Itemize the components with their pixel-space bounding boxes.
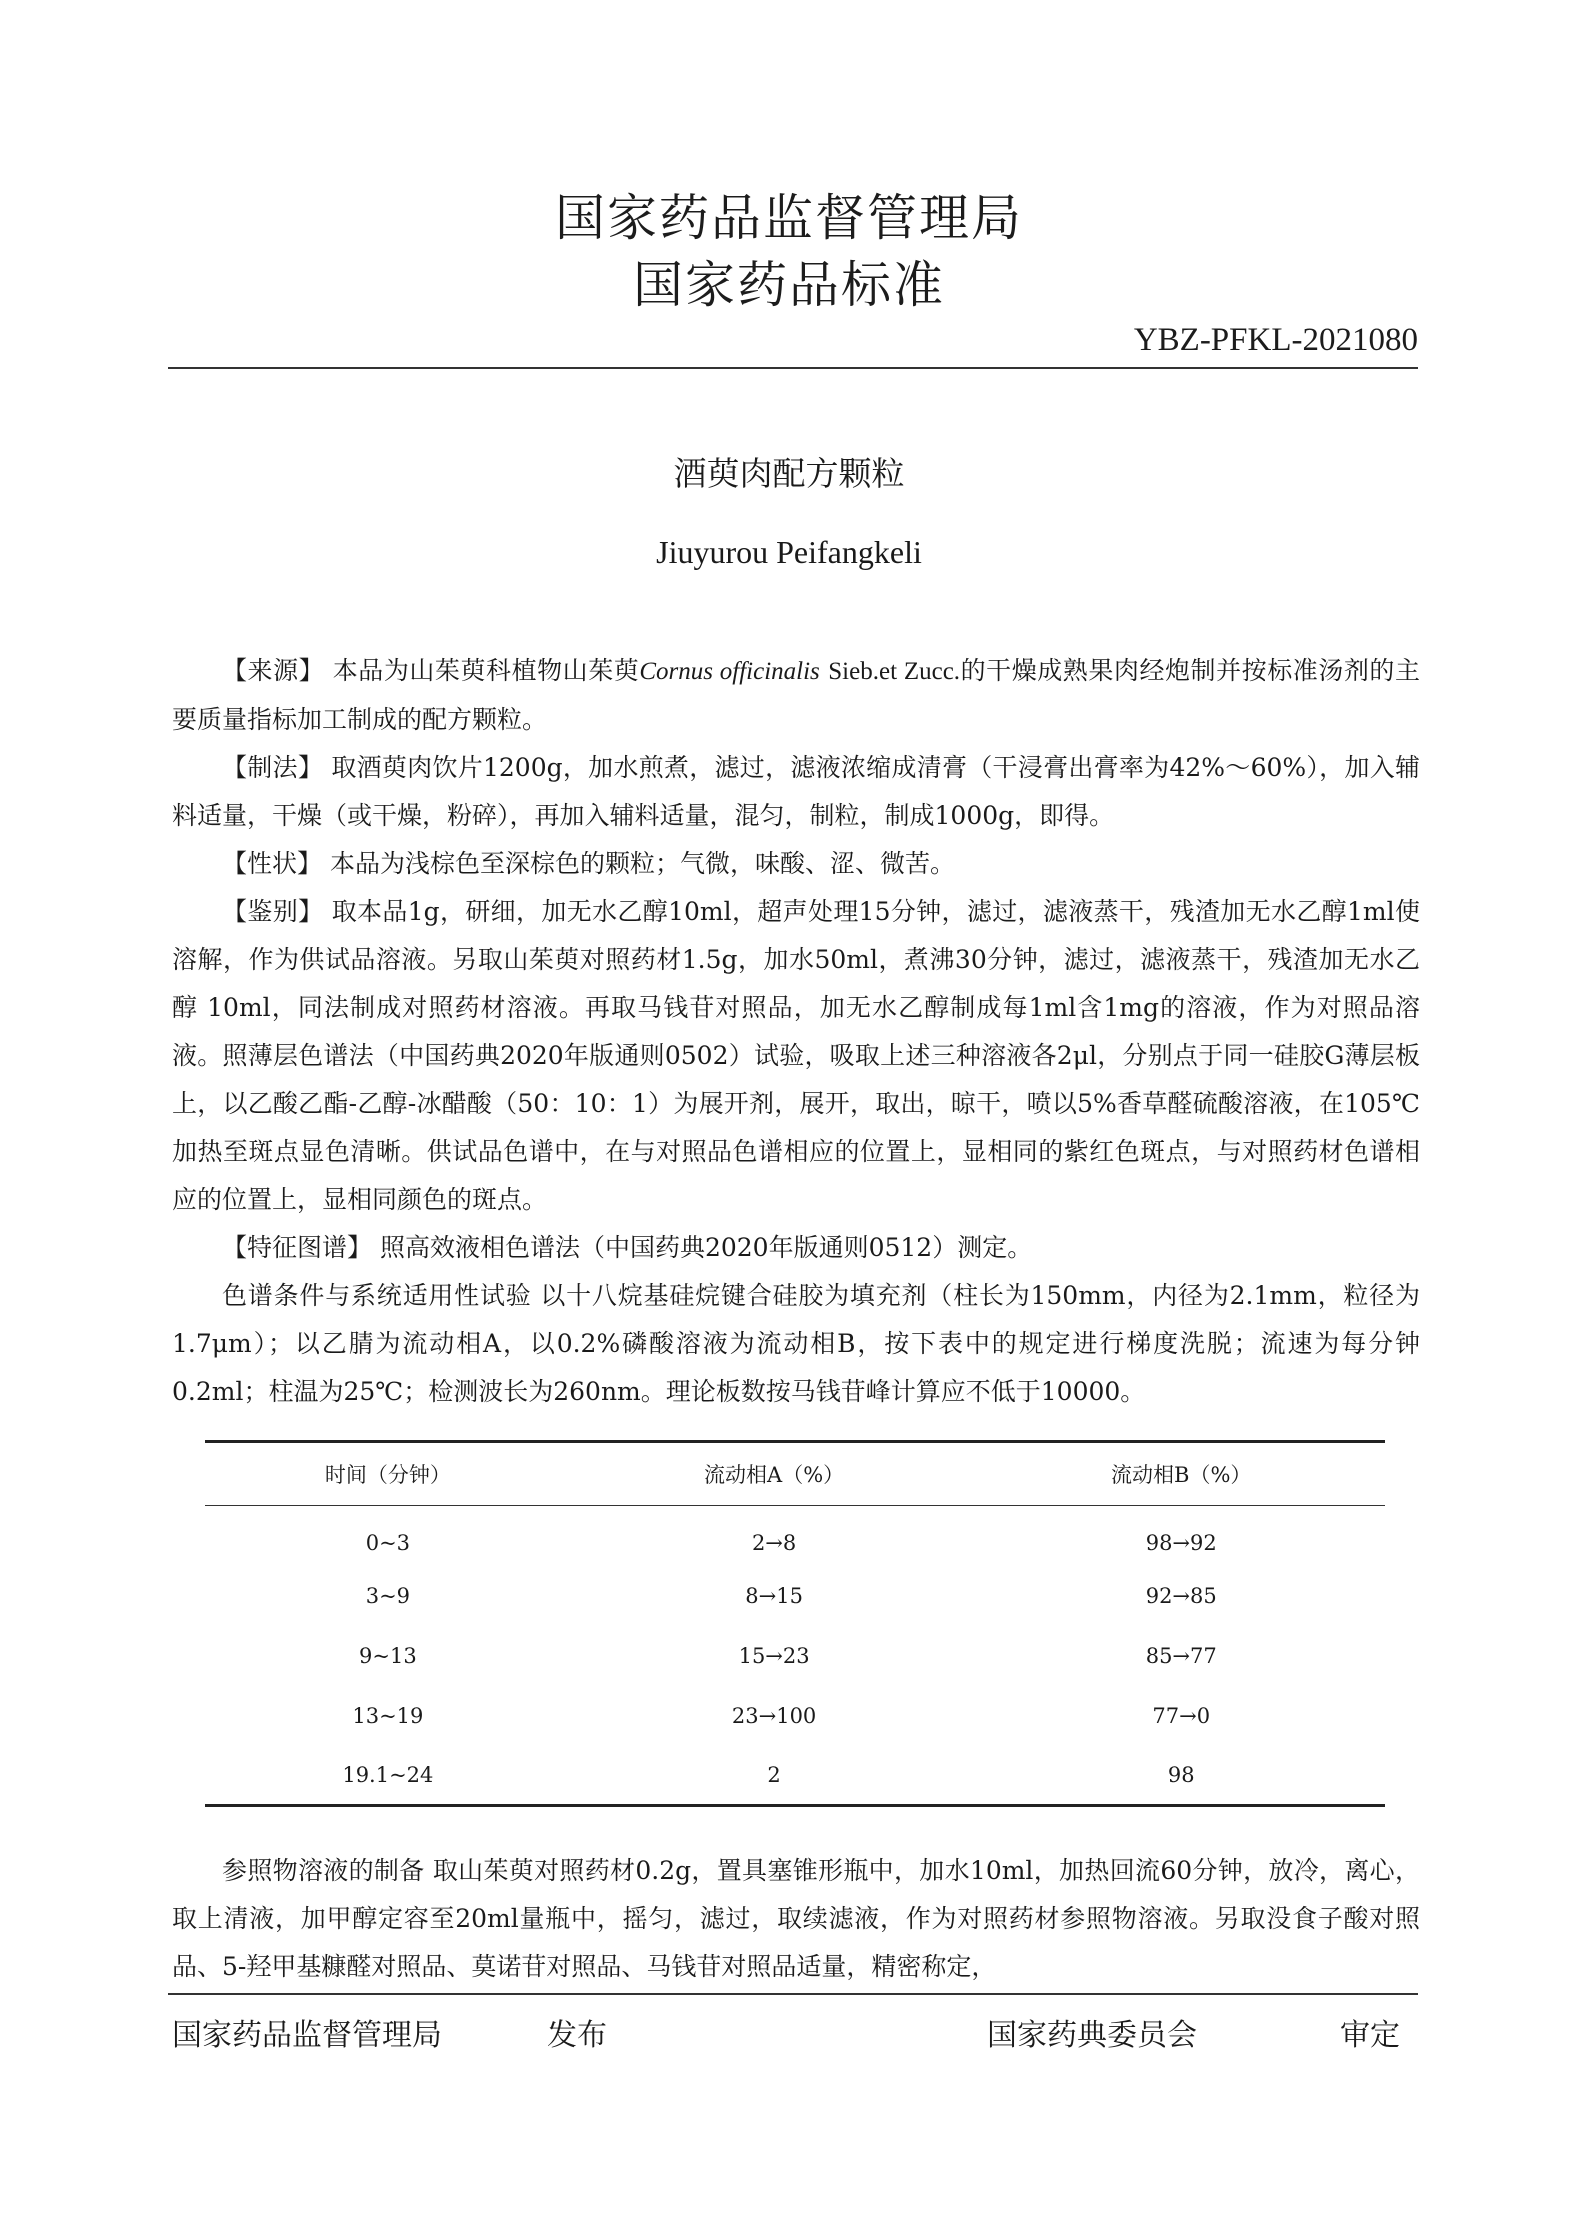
- section-fingerprint: [172, 1224, 1420, 1272]
- table-row: [205, 1746, 1385, 1806]
- table-cell-time: 13~19: [352, 1703, 424, 1728]
- table-cell-time: 0~3: [365, 1530, 411, 1555]
- section-chromatography-text: 以十八烷基硅烷键合硅胶为填充剂（柱长为150mm，内径为2.1mm，粒径为1.7μm）；以乙腈为流动相A，以0.2%磷酸溶液为流动相B，按下表中的规定进行梯度洗脱；流速为每分钟0.2ml；柱温为25℃；检测波长为260nm。理论板数按马钱苷峰计算应不低于10000。: [172, 1281, 1420, 1406]
- org-title-line1: 国家药品监督管理局: [555, 189, 1023, 247]
- section-identification: [172, 888, 1420, 1224]
- table-header-phase-a: 流动相A（%）: [571, 1442, 978, 1506]
- footer-review-label: 审定: [1340, 2018, 1400, 2053]
- section-character: [172, 840, 1420, 888]
- footer-issue-label: 发布: [547, 2018, 607, 2053]
- section-identification-heading: 【鉴别】: [222, 897, 324, 926]
- table-cell-phase-a: 2: [767, 1762, 781, 1787]
- table-cell-phase-b: 98: [1167, 1762, 1195, 1787]
- footer-issuer: 国家药品监督管理局: [172, 2018, 442, 2053]
- section-character-text: 本品为浅棕色至深棕色的颗粒；气微，味酸、涩、微苦。: [329, 849, 955, 878]
- table-cell-phase-b: 98→92: [1145, 1530, 1217, 1555]
- product-name-cn: 酒萸肉配方颗粒: [673, 454, 905, 493]
- gradient-table: [205, 1440, 1385, 1807]
- standard-code: YBZ-PFKL-2021080: [1133, 322, 1418, 358]
- body-text: [172, 647, 1420, 1416]
- section-reference-text: 取山茱萸对照药材0.2g，置具塞锥形瓶中，加水10ml，加热回流60分钟，放冷，离心，取上清液，加甲醇定容至20ml量瓶中，摇匀，滤过，取续滤液，作为对照药材参照物溶液。另取没食子酸对照品、5-羟甲基糠醛对照品、莫诺苷对照品、马钱苷对照品适量，精密称定，: [172, 1856, 1420, 1981]
- section-source-author: Sieb.et Zucc.: [828, 658, 961, 685]
- section-method: [172, 744, 1420, 840]
- section-source-heading: 【来源】: [222, 656, 325, 685]
- table-row: [205, 1566, 1385, 1626]
- section-source: [172, 647, 1420, 744]
- section-source-text-a: 本品为山茱萸科植物山茱萸: [332, 656, 640, 685]
- section-reference: [172, 1847, 1420, 1991]
- table-cell-phase-b: 77→0: [1152, 1703, 1211, 1728]
- reference-solution-text: [172, 1847, 1420, 1991]
- section-method-heading: 【制法】: [222, 753, 324, 782]
- table-row: [205, 1686, 1385, 1746]
- section-source-latin: Cornus officinalis: [639, 658, 820, 685]
- table-header-row: [205, 1442, 1385, 1506]
- section-source-text-c: 的干燥成熟果肉经炮制并按标准汤剂的主要质量指标加工制成的配方颗粒。: [172, 656, 1420, 734]
- section-fingerprint-text: 照高效液相色谱法（中国药典2020年版通则0512）测定。: [379, 1233, 1033, 1262]
- section-fingerprint-heading: 【特征图谱】: [222, 1233, 373, 1262]
- product-name-en: Jiuyurou Peifangkeli: [656, 534, 922, 570]
- org-title-line2: 国家药品标准: [633, 256, 945, 314]
- table-cell-phase-a: 15→23: [738, 1643, 810, 1668]
- table-cell-time: 3~9: [365, 1583, 411, 1608]
- section-chromatography-heading: 色谱条件与系统适用性试验: [222, 1281, 532, 1310]
- header-divider: [168, 367, 1418, 369]
- footer: [172, 2010, 1422, 2054]
- section-identification-text: 取本品1g，研细，加无水乙醇10ml，超声处理15分钟，滤过，滤液蒸干，残渣加无水乙醇1ml使溶解，作为供试品溶液。另取山茱萸对照药材1.5g，加水50ml，煮沸30分钟，滤过，滤液蒸干，残渣加无水乙醇 10ml，同法制成对照药材溶液。再取马钱苷对照品，加无水乙醇制成每1ml含1mg的溶液，作为对照品溶液。照薄层色谱法（中国药典2020年版通则0502）试验，吸取上述三种溶液各2μl，分别点于同一硅胶G薄层板上，以乙酸乙酯-乙醇-冰醋酸（50：10：1）为展开剂，展开，取出，晾干，喷以5%香草醛硫酸溶液，在105℃加热至斑点显色清晰。供试品色谱中，在与对照品色谱相应的位置上，显相同的紫红色斑点，与对照药材色谱相应的位置上，显相同颜色的斑点。: [172, 897, 1420, 1214]
- footer-reviewer: 国家药典委员会: [987, 2018, 1197, 2053]
- table-cell-phase-b: 85→77: [1145, 1643, 1217, 1668]
- section-character-heading: 【性状】: [222, 849, 323, 878]
- table-cell-time: 9~13: [359, 1643, 417, 1668]
- table-header-phase-b: 流动相B（%）: [977, 1442, 1385, 1506]
- table-cell-phase-a: 23→100: [731, 1703, 817, 1728]
- table-header-time: 时间（分钟）: [205, 1442, 571, 1506]
- table-cell-phase-a: 2→8: [751, 1530, 797, 1555]
- section-reference-heading: 参照物溶液的制备: [222, 1856, 425, 1885]
- table-row: [205, 1506, 1385, 1566]
- table-cell-phase-b: 92→85: [1145, 1583, 1217, 1608]
- section-chromatography: [172, 1272, 1420, 1416]
- table-cell-time: 19.1~24: [342, 1762, 434, 1787]
- section-method-text: 取酒萸肉饮片1200g，加水煎煮，滤过，滤液浓缩成清膏（干浸膏出膏率为42%～60%），加入辅料适量，干燥（或干燥，粉碎），再加入辅料适量，混匀，制粒，制成1000g，即得。: [172, 753, 1421, 830]
- table-cell-phase-a: 8→15: [745, 1583, 803, 1608]
- table-row: [205, 1626, 1385, 1686]
- footer-divider: [168, 1993, 1418, 1995]
